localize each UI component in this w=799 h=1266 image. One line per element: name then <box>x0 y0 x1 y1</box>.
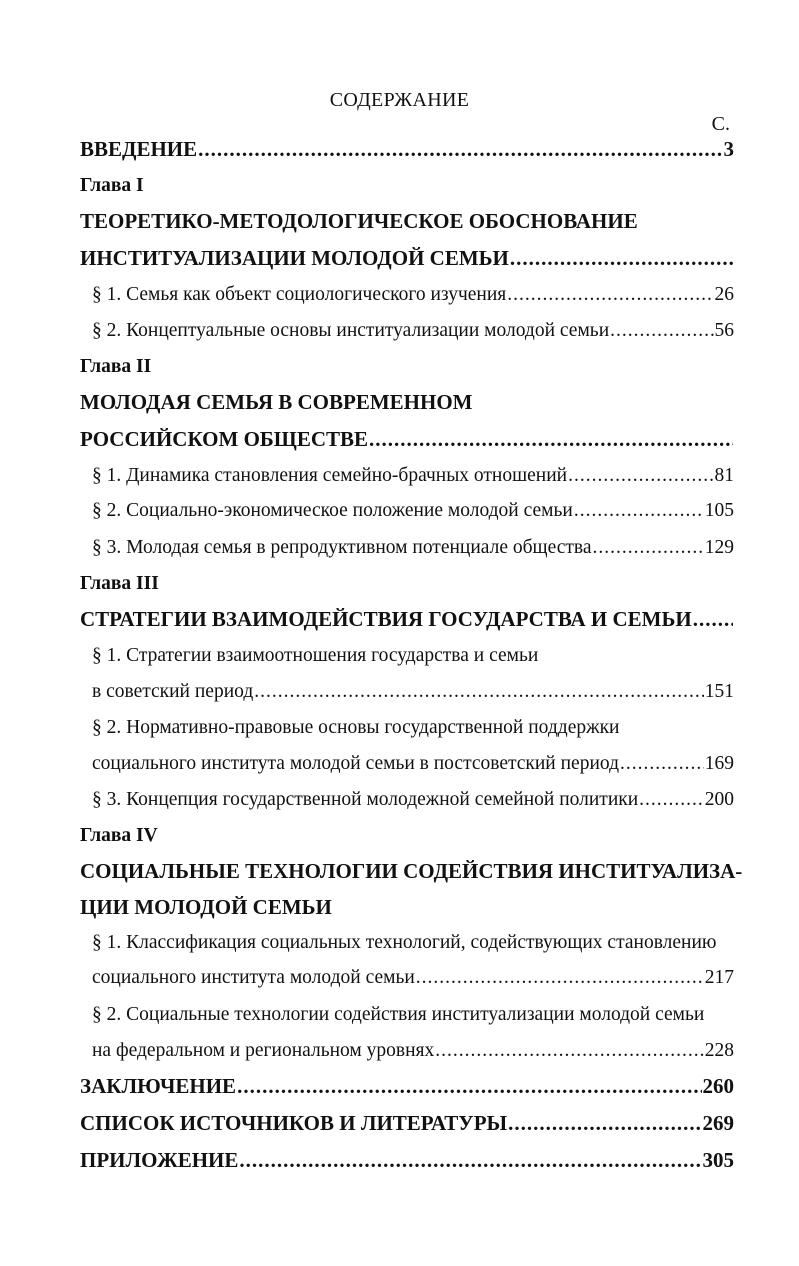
entry-label: СПИСОК ИСТОЧНИКОВ И ЛИТЕРАТУРЫ <box>80 1111 508 1135</box>
toc-section-line: § 1. Классификация социальных технологий, содействующих становлению <box>92 932 717 953</box>
chapter-heading: Глава II <box>80 356 152 377</box>
chapter-heading: Глава IV <box>80 825 158 846</box>
entry-label: социального института молодой семьи <box>92 967 415 988</box>
toc-entry-chapter-1-title[interactable] <box>80 244 734 272</box>
chapter-title-line: ТЕОРЕТИКО-МЕТОДОЛОГИЧЕСКОЕ ОБОСНОВАНИЕ <box>80 209 638 233</box>
toc-entry-references[interactable] <box>80 1109 734 1137</box>
page-number: 56 <box>714 320 734 341</box>
toc-entry-chapter-3-title[interactable] <box>80 605 734 633</box>
page-number: 105 <box>704 500 734 521</box>
toc-entry-section[interactable] <box>92 750 734 778</box>
toc-entry-section[interactable] <box>92 317 734 345</box>
page-number: 217 <box>704 967 734 988</box>
leader-dots <box>369 425 733 453</box>
toc-entry-section[interactable] <box>92 534 734 562</box>
toc-entry-section[interactable] <box>92 497 734 525</box>
page-number: 81 <box>714 465 734 486</box>
toc-section-line: § 2. Социальные технологии содействия институализации молодой семьи <box>92 1004 705 1025</box>
leader-dots <box>593 534 704 562</box>
toc-entry-section[interactable] <box>92 281 734 309</box>
leader-dots <box>610 317 713 345</box>
leader-dots <box>639 786 704 814</box>
leader-dots <box>198 135 722 163</box>
entry-label: на федеральном и региональном уровнях <box>92 1040 435 1061</box>
leader-dots <box>510 244 733 272</box>
entry-label: § 1. Динамика становления семейно-брачных отношений <box>92 465 568 486</box>
leader-dots <box>416 964 704 992</box>
toc-entry-section[interactable] <box>92 462 734 490</box>
page-title: СОДЕРЖАНИЕ <box>329 89 470 111</box>
page-number: 3 <box>723 137 734 161</box>
entry-label: в советский период <box>92 681 254 702</box>
chapter-heading: Глава I <box>80 175 144 196</box>
toc-entry-appendix[interactable] <box>80 1146 734 1174</box>
toc-entry-section[interactable] <box>92 786 734 814</box>
entry-label: § 2. Социально-экономическое положение молодой семьи <box>92 500 573 521</box>
entry-label: § 1. Семья как объект социологического изучения <box>92 284 507 305</box>
entry-label: СТРАТЕГИИ ВЗАИМОДЕЙСТВИЯ ГОСУДАРСТВА И СЕМЬИ <box>80 607 692 631</box>
leader-dots <box>237 1072 701 1100</box>
page-number: 269 <box>702 1111 734 1135</box>
toc-entry-section[interactable] <box>92 964 734 992</box>
page-number: 26 <box>714 284 734 305</box>
chapter-title-line: СОЦИАЛЬНЫЕ ТЕХНОЛОГИИ СОДЕЙСТВИЯ ИНСТИТУАЛИЗА- <box>80 859 743 883</box>
toc-entry-chapter-2-title[interactable] <box>80 425 734 453</box>
entry-label: § 2. Концептуальные основы институализации молодой семьи <box>92 320 610 341</box>
chapter-title-line: МОЛОДАЯ СЕМЬЯ В СОВРЕМЕННОМ <box>80 390 473 414</box>
leader-dots <box>507 281 713 309</box>
leader-dots <box>568 462 713 490</box>
toc-entry-section[interactable] <box>92 1037 734 1065</box>
entry-label: ВВЕДЕНИЕ <box>80 137 198 161</box>
leader-dots <box>435 1037 704 1065</box>
leader-dots <box>574 497 704 525</box>
leader-dots <box>239 1146 701 1174</box>
leader-dots <box>254 678 703 706</box>
page-column-label: С. <box>711 113 730 135</box>
entry-label: ЗАКЛЮЧЕНИЕ <box>80 1074 237 1098</box>
page-number: 151 <box>704 681 734 702</box>
toc-section-line: § 2. Нормативно-правовые основы государственной поддержки <box>92 717 620 738</box>
toc-entry-conclusion[interactable] <box>80 1072 734 1100</box>
entry-label: ПРИЛОЖЕНИЕ <box>80 1148 239 1172</box>
page-number: 129 <box>704 537 734 558</box>
toc-entry-introduction[interactable] <box>80 135 734 163</box>
entry-label: § 3. Молодая семья в репродуктивном потенциале общества <box>92 537 592 558</box>
entry-label: РОССИЙСКОМ ОБЩЕСТВЕ <box>80 427 369 451</box>
chapter-title-line: ЦИИ МОЛОДОЙ СЕМЬИ <box>80 895 332 919</box>
page-number: 305 <box>702 1148 734 1172</box>
toc-section-line: § 1. Стратегии взаимоотношения государства и семьи <box>92 645 539 666</box>
entry-label: ИНСТИТУАЛИЗАЦИИ МОЛОДОЙ СЕМЬИ <box>80 246 509 270</box>
entry-label: § 3. Концепция государственной молодежной семейной политики <box>92 789 639 810</box>
page-number: 169 <box>704 753 734 774</box>
entry-label: социального института молодой семьи в постсоветский период <box>92 753 620 774</box>
leader-dots <box>508 1109 701 1137</box>
page-number: 200 <box>704 789 734 810</box>
leader-dots <box>693 605 733 633</box>
toc-entry-section[interactable] <box>92 678 734 706</box>
page-number: 260 <box>702 1074 734 1098</box>
leader-dots <box>620 750 704 778</box>
chapter-heading: Глава III <box>80 573 159 594</box>
page-number: 228 <box>704 1040 734 1061</box>
